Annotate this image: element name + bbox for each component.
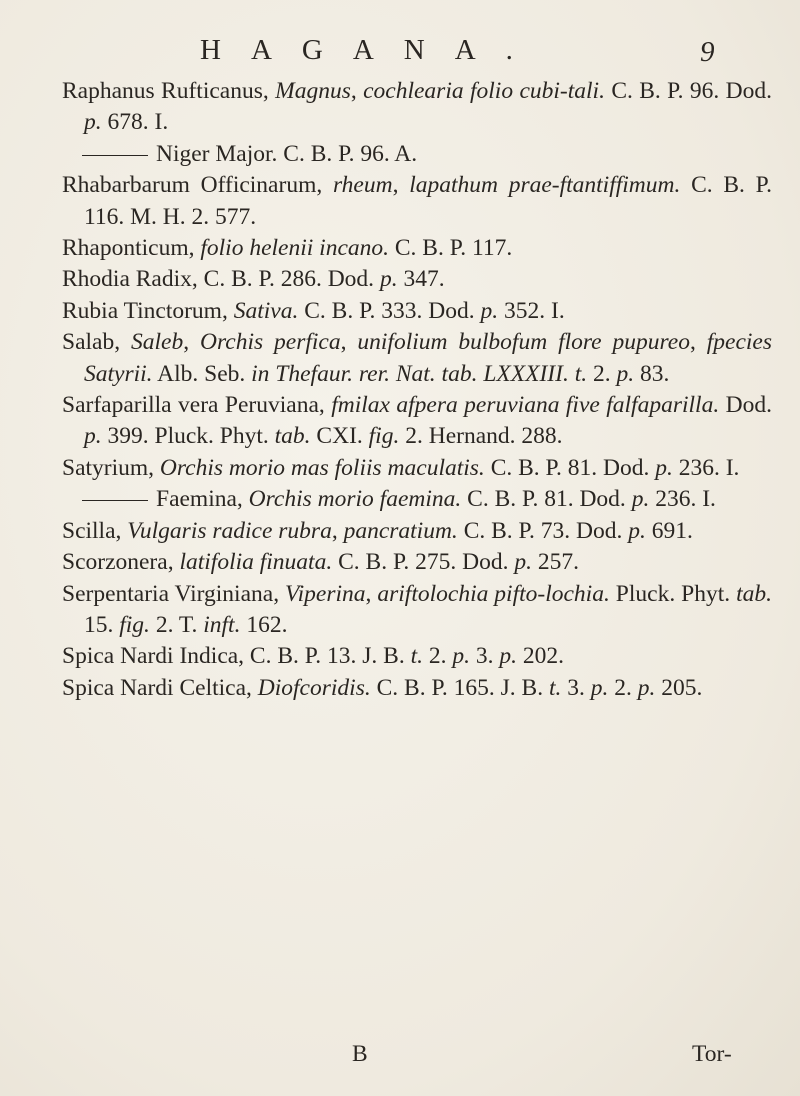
entry-text: Salab,	[62, 329, 131, 356]
entry	[62, 547, 772, 578]
entry	[62, 516, 772, 547]
entry-italic-text: tab.	[736, 580, 773, 607]
entry-text: ,	[350, 78, 364, 104]
entry-italic-text: t.	[410, 643, 423, 670]
entry-text: C. B. P. 116. M. H. 2. 577.	[84, 172, 772, 230]
entry-italic-text: unifolium bulbofum flore pupureo	[357, 329, 690, 356]
entry-italic-text: fig.	[119, 611, 150, 638]
entry	[62, 76, 772, 139]
entry-italic-text: tab.	[274, 423, 311, 450]
entry-text: Rubia Tinctorum,	[62, 297, 234, 324]
entry-italic-text: p.	[616, 360, 635, 387]
entry-text: ,	[183, 329, 201, 356]
entry-italic-text: p.	[84, 109, 102, 136]
entry	[62, 170, 772, 233]
entry-text: Scilla,	[62, 517, 128, 544]
entry-italic-text: p.	[480, 297, 499, 324]
entry-text: 83.	[634, 360, 670, 387]
entry-text: 3.	[561, 674, 591, 701]
entry	[62, 673, 772, 704]
entry-text: 352. I.	[498, 297, 565, 324]
entry-italic-text: p.	[499, 643, 517, 670]
entry-text: C. B. P. 275. Dod.	[332, 549, 515, 576]
entry-italic-text: Magnus	[275, 78, 351, 104]
entry-text: 347.	[397, 266, 445, 293]
entry-italic-text: p.	[655, 454, 673, 481]
entry-italic-text: cochlearia folio cubi-tali.	[363, 78, 605, 104]
entry-italic-text: inft.	[203, 611, 241, 638]
entry	[62, 641, 772, 672]
entry-italic-text: Orchis morio faemina.	[248, 486, 462, 513]
entry-text: C. B. P. 333. Dod.	[298, 297, 481, 324]
entry-italic-text: Viperina	[285, 580, 366, 607]
entry-italic-text: Sativa.	[233, 297, 299, 324]
entry-text: C. B. P. 165. J. B.	[370, 674, 549, 701]
entry-italic-text: fig.	[368, 423, 400, 450]
entry-text: 236. I.	[649, 486, 716, 513]
entry-italic-text: p.	[637, 674, 656, 701]
entry-italic-text: Diofcoridis.	[257, 674, 371, 701]
entry-italic-text: p.	[514, 549, 533, 576]
entry-text: 257.	[532, 549, 580, 576]
entry-text: Scorzonera,	[62, 549, 180, 576]
entry-text: C. B. P. 117.	[389, 235, 513, 262]
entry-text: C. B. P. 73. Dod.	[457, 517, 629, 544]
entry-text: 678. I.	[101, 109, 169, 136]
entry-text: Faemina,	[156, 486, 249, 513]
entry	[62, 264, 772, 295]
entry-text: 691.	[645, 517, 693, 544]
entry	[62, 296, 772, 327]
entry-text: 162.	[240, 611, 288, 638]
entry-text: Raphanus Rufticanus,	[62, 78, 276, 104]
entry-text: ,	[331, 517, 344, 544]
entry-text: Niger Major. C. B. P. 96. A.	[156, 140, 418, 167]
entry-text: 2.	[422, 643, 453, 670]
entry-italic-text: latifolia finuata.	[179, 549, 333, 576]
entry-text: CXI.	[310, 423, 369, 450]
entry-italic-text: Orchis perfica	[200, 329, 341, 356]
entry-italic-text: folio helenii incano.	[200, 235, 389, 262]
entry	[62, 453, 772, 484]
entry-text: ,	[365, 580, 378, 607]
entry-italic-text: rheum	[332, 172, 393, 199]
entry-italic-text: Orchis morio mas foliis maculatis.	[159, 454, 485, 481]
entry-text: 2.	[608, 674, 638, 701]
page-number: 9	[700, 36, 715, 68]
entry-text: ,	[392, 172, 410, 199]
entry-italic-text: p.	[452, 643, 470, 670]
entry-italic-text: p.	[84, 423, 102, 450]
entry-text: Satyrium,	[62, 454, 160, 481]
entry-text: Pluck. Phyt.	[609, 580, 737, 607]
ditto-dash	[82, 155, 148, 156]
entry-text: Spica Nardi Indica, C. B. P. 13. J. B.	[62, 643, 411, 670]
entry	[62, 139, 772, 170]
entry-italic-text: fpecies Satyrii.	[84, 329, 773, 387]
entry	[62, 390, 772, 453]
entry-italic-text: t.	[548, 674, 562, 701]
entry-text: 205.	[655, 674, 703, 701]
entry-italic-text: Vulgaris radice rubra	[127, 517, 332, 544]
ditto-dash	[82, 500, 148, 501]
entry-text: Sarfaparilla vera Peruviana,	[62, 392, 332, 419]
entry-text: Dod.	[719, 392, 772, 419]
entry-text: Rhodia Radix, C. B. P. 286. Dod.	[62, 266, 380, 293]
entry-text: Rhabarbarum Officinarum,	[62, 172, 333, 199]
entry-text: 2.	[587, 360, 617, 387]
entry	[62, 579, 772, 642]
entry-italic-text: ariftolochia pifto-lochia.	[377, 580, 610, 607]
entry-italic-text: p.	[631, 486, 650, 513]
entry-text: ,	[689, 329, 707, 356]
entry	[62, 484, 772, 515]
entry-text: Alb. Seb.	[152, 360, 252, 387]
entry-text: 2. Hernand. 288.	[399, 423, 563, 450]
entry-text: 3.	[469, 643, 500, 670]
entry-text: Spica Nardi Celtica,	[62, 674, 258, 701]
entry-text: C. B. P. 96. Dod.	[604, 78, 772, 104]
entry-italic-text: pancratium.	[343, 517, 458, 544]
entry-text: Serpentaria Virginiana,	[62, 580, 286, 607]
entry-text: C. B. P. 81. Dod.	[484, 454, 656, 481]
entry-list	[62, 76, 772, 704]
entry	[62, 233, 772, 264]
entry-text: 202.	[516, 643, 564, 670]
entry-italic-text: p.	[379, 266, 398, 293]
entry-text: 2. T.	[149, 611, 204, 638]
entry-italic-text: fmilax afpera peruviana five falfaparilla.	[331, 392, 720, 419]
signature-mark: B	[352, 1041, 368, 1067]
entry-text: 399. Pluck. Phyt.	[101, 423, 275, 450]
entry-text: 236. I.	[672, 454, 740, 481]
entry-italic-text: lapathum prae-ftantiffimum.	[409, 172, 681, 199]
catchword: Tor-	[692, 1041, 732, 1067]
entry-text: Rhaponticum,	[62, 235, 201, 262]
entry-text: 15.	[84, 611, 120, 638]
running-title: HAGANA.	[200, 34, 543, 66]
entry-italic-text: Saleb	[131, 329, 184, 356]
entry	[62, 327, 772, 390]
entry-italic-text: p.	[590, 674, 609, 701]
entry-text: C. B. P. 81. Dod.	[461, 486, 632, 513]
entry-italic-text: in Thefaur. rer. Nat. tab. LXXXIII. t.	[251, 360, 588, 387]
entry-italic-text: p.	[628, 517, 646, 544]
entry-text: ,	[340, 329, 358, 356]
